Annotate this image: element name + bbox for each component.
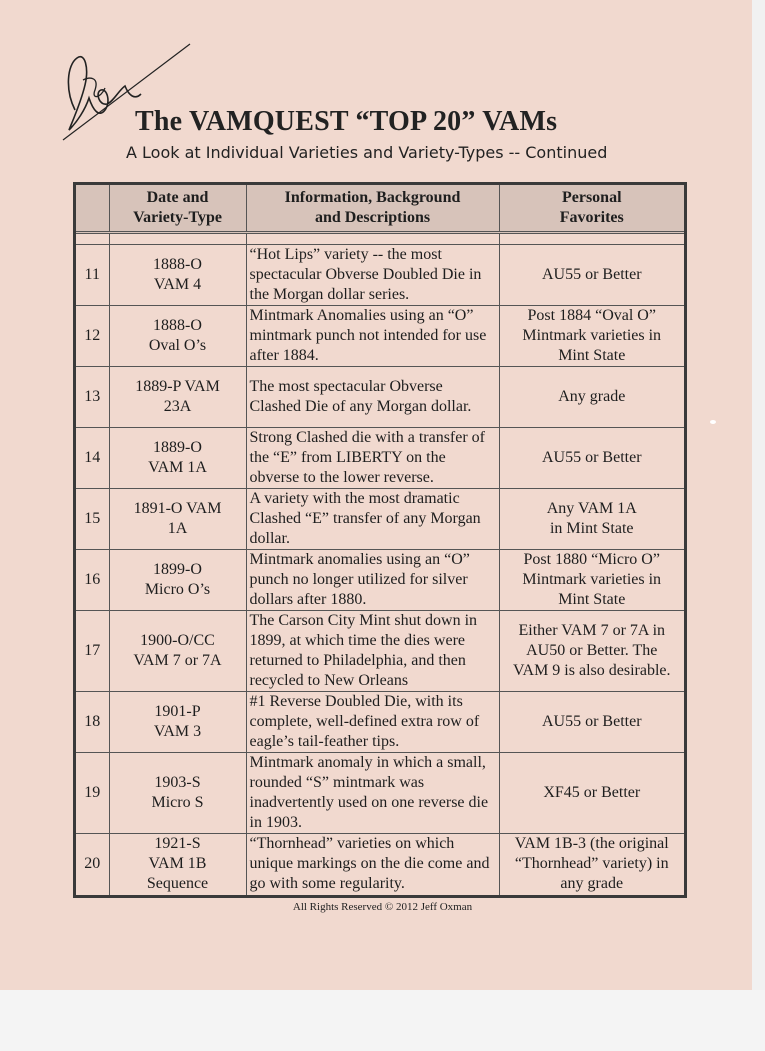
row-info: #1 Reverse Doubled Die, with its complete, well-defined extra row of eagle’s tail-feather tips.	[246, 692, 499, 753]
row-info: Strong Clashed die with a transfer of the “E” from LIBERTY on the obverse to the lower reverse.	[246, 428, 499, 489]
row-variety: 1888-O VAM 4	[109, 245, 246, 306]
row-number: 17	[76, 611, 109, 692]
scan-speck	[710, 420, 716, 424]
row-favorite: Post 1880 “Micro O” Mintmark varieties in Mint State	[499, 550, 684, 611]
row-favorite: AU55 or Better	[499, 692, 684, 753]
column-header-number	[76, 185, 109, 233]
header-divider	[76, 233, 684, 245]
row-favorite: XF45 or Better	[499, 753, 684, 834]
row-number: 11	[76, 245, 109, 306]
row-variety: 1903-S Micro S	[109, 753, 246, 834]
row-number: 20	[76, 834, 109, 895]
row-favorite: Any grade	[499, 367, 684, 428]
table-row	[76, 753, 684, 834]
row-number: 12	[76, 306, 109, 367]
table-row	[76, 245, 684, 306]
row-number: 14	[76, 428, 109, 489]
row-variety: 1889-O VAM 1A	[109, 428, 246, 489]
row-number: 16	[76, 550, 109, 611]
row-info: “Hot Lips” variety -- the most spectacular Obverse Doubled Die in the Morgan dollar series.	[246, 245, 499, 306]
copyright-notice: All Rights Reserved © 2012 Jeff Oxman	[292, 901, 473, 913]
row-number: 19	[76, 753, 109, 834]
row-number: 18	[76, 692, 109, 753]
row-favorite: Any VAM 1A in Mint State	[499, 489, 684, 550]
page-title: The VAMQUEST “TOP 20” VAMs	[135, 106, 558, 137]
row-info: “Thornhead” varieties on which unique markings on the die come and go with some regularity.	[246, 834, 499, 895]
row-info: Mintmark anomalies using an “O” punch no longer utilized for silver dollars after 1880.	[246, 550, 499, 611]
table-row	[76, 489, 684, 550]
row-variety: 1900-O/CC VAM 7 or 7A	[109, 611, 246, 692]
row-variety: 1921-S VAM 1B Sequence	[109, 834, 246, 895]
row-favorite: AU55 or Better	[499, 245, 684, 306]
row-variety: 1889-P VAM 23A	[109, 367, 246, 428]
row-favorite: VAM 1B-3 (the original “Thornhead” variety) in any grade	[514, 835, 669, 893]
table-row	[76, 306, 684, 367]
row-number: 13	[76, 367, 109, 428]
row-info: The Carson City Mint shut down in 1899, at which time the dies were returned to Philadelphia, and then recycled to New Orleans	[246, 611, 499, 692]
row-variety: 1901-P VAM 3	[109, 692, 246, 753]
table-row	[76, 834, 684, 895]
vam-table	[73, 182, 687, 898]
column-header-information: Information, Background and Descriptions	[246, 185, 499, 233]
table-header-row	[76, 185, 684, 233]
row-variety: 1899-O Micro O’s	[109, 550, 246, 611]
row-info: Mintmark anomaly in which a small, rounded “S” mintmark was inadvertently used on one reverse die in 1903.	[246, 753, 499, 834]
row-favorite: Either VAM 7 or 7A in AU50 or Better. The VAM 9 is also desirable.	[499, 611, 684, 692]
row-info: Mintmark Anomalies using an “O” mintmark punch not intended for use after 1884.	[246, 306, 499, 367]
row-info: A variety with the most dramatic Clashed “E” transfer of any Morgan dollar.	[246, 489, 499, 550]
row-number: 15	[76, 489, 109, 550]
row-info: The most spectacular Obverse Clashed Die of any Morgan dollar.	[246, 367, 499, 428]
row-favorite: AU55 or Better	[499, 428, 684, 489]
table-row	[76, 550, 684, 611]
table-row	[76, 367, 684, 428]
scanner-background	[0, 990, 765, 1051]
row-variety: 1888-O Oval O’s	[109, 306, 246, 367]
table-row	[76, 692, 684, 753]
table-row	[76, 611, 684, 692]
row-favorite: Post 1884 “Oval O” Mintmark varieties in Mint State	[499, 306, 684, 367]
column-header-favorites: Personal Favorites	[499, 185, 684, 233]
table-row	[76, 428, 684, 489]
row-variety: 1891-O VAM 1A	[109, 489, 246, 550]
column-header-date-variety: Date and Variety-Type	[109, 185, 246, 233]
page-subtitle: A Look at Individual Varieties and Variety-Types -- Continued	[126, 143, 608, 162]
